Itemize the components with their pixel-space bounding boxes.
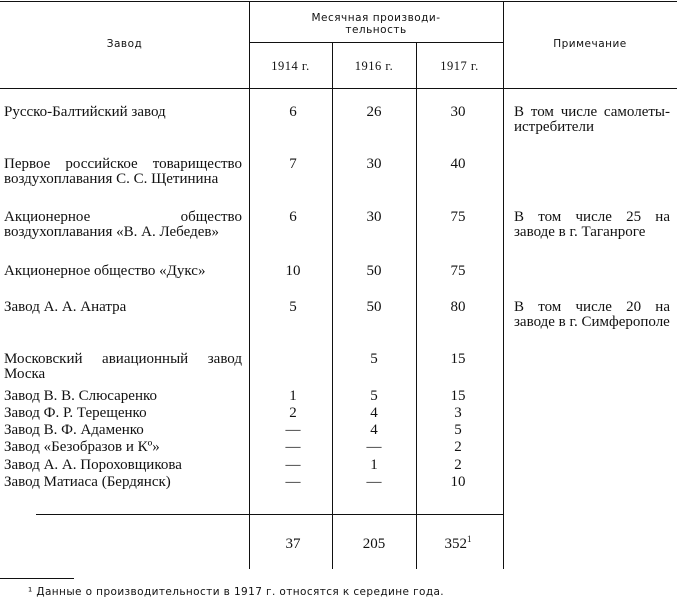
row-value-1917: 5 — [454, 422, 462, 438]
row-note: В том числе самолеты-истребители — [514, 104, 670, 135]
row-note: В том числе 25 на заводе в г. Таганроге — [514, 209, 670, 240]
row-value-1917: 3 — [454, 405, 462, 421]
row-value-1916: — — [366, 439, 382, 455]
row-value-1916: 5 — [370, 388, 378, 404]
row-value-1914: 10 — [285, 263, 301, 279]
row-plant-name: Завод Матиаса (Бердянск) — [4, 474, 171, 490]
row-value-1917: 75 — [450, 209, 466, 225]
totals-rule — [36, 514, 503, 515]
row-plant-name: Завод В. Ф. Адаменко — [4, 422, 144, 438]
row-value-1914: 2 — [289, 405, 297, 421]
col-divider-1 — [249, 1, 250, 569]
row-plant-name: Завод Ф. Р. Терещенко — [4, 405, 147, 421]
row-value-1916: 1 — [370, 457, 378, 473]
row-value-1916: 50 — [366, 263, 382, 279]
header-note: Примечание — [553, 38, 627, 50]
row-value-1917: 15 — [450, 388, 466, 404]
row-value-1914: 6 — [289, 104, 297, 120]
row-value-1917: 10 — [450, 474, 466, 490]
row-value-1917: 75 — [450, 263, 466, 279]
row-plant-name: Акционерное общество «Дукс» — [4, 263, 206, 279]
footnote-rule — [0, 578, 74, 579]
footnote-marker: 1 — [467, 534, 472, 544]
row-value-1916: 4 — [370, 405, 378, 421]
row-plant-name: Московский авиационный завод Моска — [4, 351, 242, 382]
row-value-1917: 2 — [454, 439, 462, 455]
row-plant-name: Завод В. В. Слюсаренко — [4, 388, 158, 404]
total-1914: 37 — [285, 536, 301, 552]
row-value-1914: 7 — [289, 156, 297, 172]
row-value-1917: 80 — [450, 299, 466, 315]
header-year-1914: 1914 г. — [271, 59, 310, 73]
header-year-1916: 1916 г. — [354, 59, 394, 73]
col-divider-4 — [503, 1, 504, 569]
footnote — [28, 586, 444, 598]
row-plant-name: Завод «Безобразов и Кº» — [4, 439, 160, 455]
row-value-1916: 5 — [370, 351, 378, 367]
row-value-1914: — — [285, 422, 301, 438]
header-monthly-output-1: Месячная производи- — [311, 12, 441, 24]
row-value-1916: 30 — [366, 209, 382, 225]
row-value-1916: 30 — [366, 156, 382, 172]
table-top-rule — [0, 1, 677, 2]
total-1917-value: 352 — [444, 536, 467, 552]
subheader-rule — [249, 42, 503, 43]
row-value-1914: — — [285, 474, 301, 490]
row-value-1914: 1 — [289, 388, 297, 404]
row-value-1916: 50 — [366, 299, 382, 315]
row-value-1917: 2 — [454, 457, 462, 473]
row-value-1917: 15 — [450, 351, 466, 367]
row-plant-name: Завод А. А. Анатра — [4, 299, 127, 315]
row-note: В том числе 20 на заводе в г. Симферополе — [514, 299, 670, 330]
row-plant-name: Русско-Балтийский завод — [4, 104, 166, 120]
row-value-1914: 5 — [289, 299, 297, 315]
row-value-1916: 26 — [366, 104, 382, 120]
row-value-1917: 30 — [450, 104, 466, 120]
footnote-mark: ¹ — [28, 586, 33, 598]
row-value-1914: 6 — [289, 209, 297, 225]
total-1916: 205 — [362, 536, 386, 552]
col-divider-3 — [416, 42, 417, 569]
header-monthly-output-2: тельность — [345, 24, 407, 36]
row-value-1917: 40 — [450, 156, 466, 172]
row-plant-name: Акционерное общество воздухоплавания «В. А. Лебедев» — [4, 209, 242, 240]
footnote-text: Данные о производительности в 1917 г. относятся к середине года. — [36, 586, 445, 598]
header-plant: Завод — [106, 38, 143, 50]
row-plant-name: Первое российское товарищество воздухоплавания С. С. Щетинина — [4, 156, 242, 187]
header-bottom-rule — [0, 88, 677, 89]
row-plant-name: Завод А. А. Пороховщикова — [4, 457, 182, 473]
row-value-1916: 4 — [370, 422, 378, 438]
row-value-1914: — — [285, 457, 301, 473]
total-1917 — [418, 534, 498, 552]
header-year-1917: 1917 г. — [440, 59, 479, 73]
row-value-1914: — — [285, 439, 301, 455]
row-value-1916: — — [366, 474, 382, 490]
